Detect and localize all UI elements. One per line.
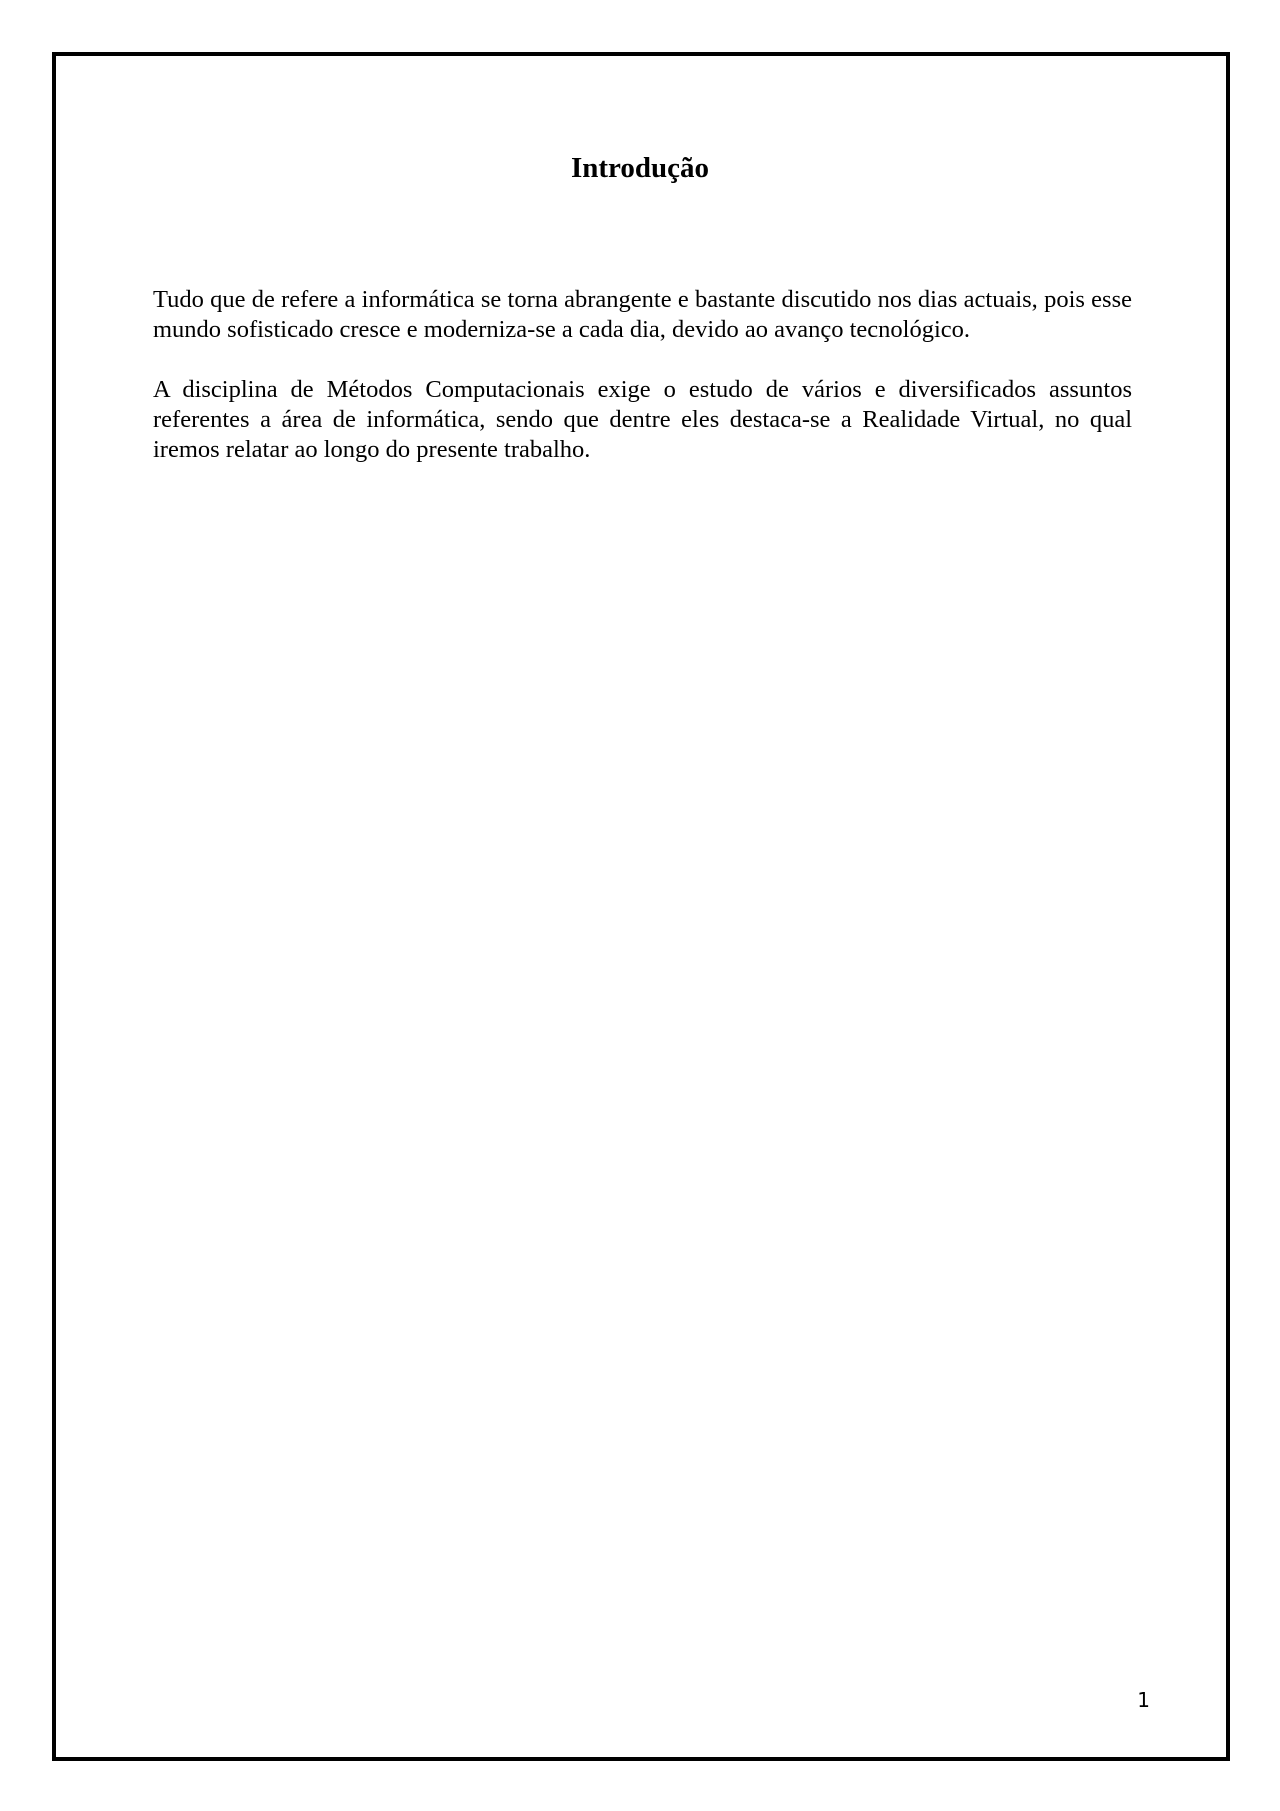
paragraph-intro: Tudo que de refere a informática se torna abrangente e bastante discutido nos dias actuais, pois esse mundo sofisticado cresce e moderniza-se a cada dia, devido ao avanço tecnológico.	[153, 286, 1132, 343]
page-number: 1	[1137, 1688, 1150, 1712]
page-title: Introdução	[570, 152, 710, 184]
paragraph-discipline: A disciplina de Métodos Computacionais exige o estudo de vários e diversificados assuntos referentes a área de informática, sendo que dentre eles destaca-se a Realidade Virtual, no qual iremos relatar ao longo do presente trabalho.	[153, 376, 1132, 463]
